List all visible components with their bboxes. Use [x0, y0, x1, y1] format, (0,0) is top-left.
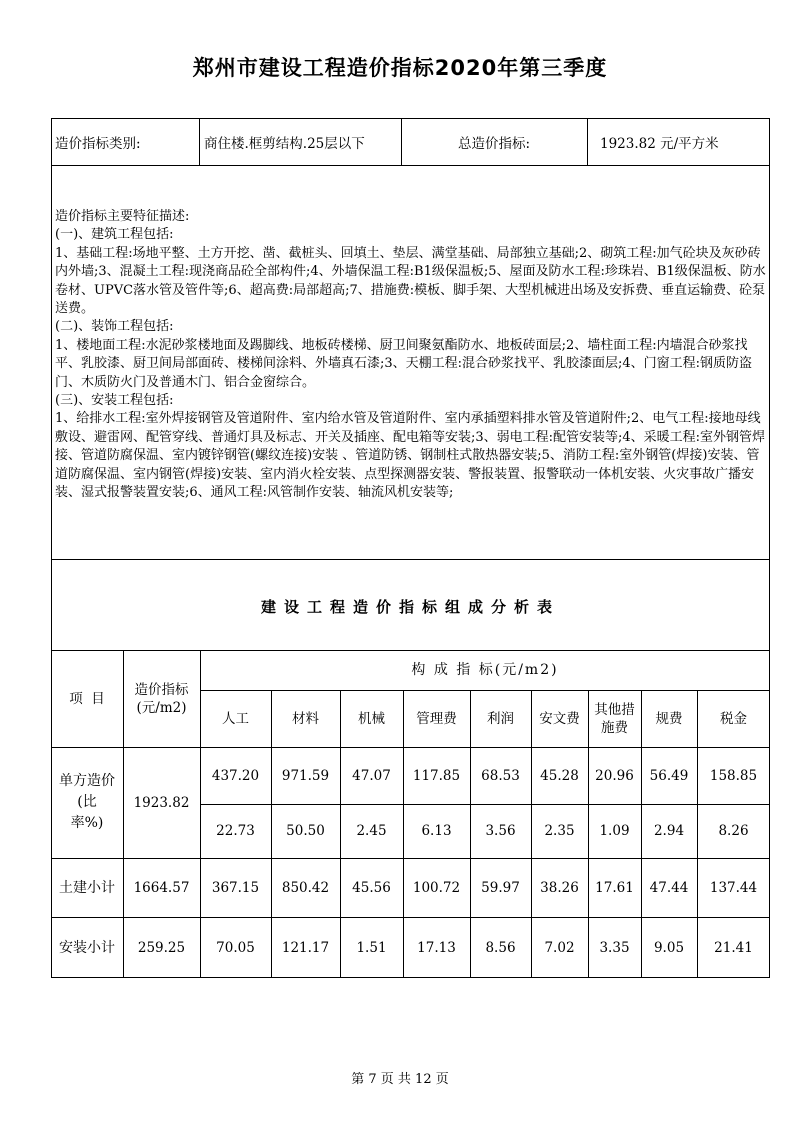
table-cell: 68.53	[481, 767, 520, 784]
table-cell: 7.02	[544, 939, 575, 956]
table-cell: 1.51	[356, 939, 387, 956]
col-header-profit: 利润	[487, 710, 514, 727]
table-cell: 59.97	[481, 879, 520, 896]
row-total-install-subtotal: 259.25	[137, 939, 186, 956]
row-label-unit-cost: 单方造价 (比 率%)	[59, 773, 115, 831]
table-cell: 9.05	[653, 939, 685, 956]
col-header-material: 材料	[292, 710, 319, 727]
category-value: 商住楼.框剪结构.25层以下	[204, 136, 365, 152]
col-header-labor: 人工	[222, 710, 249, 727]
table-cell: 56.49	[649, 767, 689, 784]
table-cell: 137.44	[709, 879, 758, 896]
col-header-other-measures: 其他措 施费	[594, 701, 635, 736]
row-label-install-subtotal: 安装小计	[59, 939, 115, 956]
col-index-header: 造价指标 (元/m2)	[134, 681, 189, 716]
table-cell: 158.85	[709, 767, 758, 784]
row-label-civil-subtotal: 土建小计	[59, 879, 115, 896]
table-cell: 3.56	[485, 823, 516, 839]
table-cell: 20.96	[595, 767, 634, 784]
table-cell: 45.28	[540, 767, 579, 784]
table-cell: 850.42	[281, 879, 330, 896]
section-title: 建设工程造价指标组成分析表	[260, 598, 560, 616]
col-header-tax: 税金	[720, 710, 747, 727]
table-cell: 2.45	[356, 823, 387, 839]
row-total-unit-cost: 1923.82	[133, 794, 190, 811]
table-cell: 121.17	[281, 939, 330, 956]
total-value: 1923.82 元/平方米	[600, 136, 719, 152]
table-cell: 367.15	[211, 879, 260, 896]
col-header-machinery: 机械	[358, 710, 385, 727]
table-cell: 437.20	[211, 767, 260, 784]
table-cell: 47.07	[352, 767, 391, 784]
table-cell: 17.61	[595, 879, 634, 896]
table-cell: 22.73	[216, 823, 255, 839]
table-cell: 2.35	[544, 823, 575, 839]
col-header-safety: 安文费	[539, 710, 580, 727]
table-cell: 47.44	[649, 879, 689, 896]
table-cell: 100.72	[412, 879, 461, 896]
col-header-management: 管理费	[416, 710, 457, 727]
table-cell: 8.56	[485, 939, 516, 956]
composition-header: 构 成 指 标(元/m2)	[411, 662, 559, 678]
category-label: 造价指标类别:	[55, 136, 141, 152]
page-number: 第 7 页 共 12 页	[351, 1072, 449, 1087]
page-title: 郑州市建设工程造价指标2020年第三季度	[192, 56, 608, 80]
table-cell: 70.05	[216, 939, 255, 956]
table-cell: 117.85	[412, 767, 461, 784]
table-cell: 21.41	[714, 939, 753, 956]
table-cell: 6.13	[421, 823, 452, 839]
feature-description: 造价指标主要特征描述: (一)、建筑工程包括: 1、基础工程:场地平整、土方开挖、凿、截桩头、回填土、垫层、满堂基础、局部独立基础;2、砌筑工程:加气砼块及灰砂砖内外墙;3、混凝土工程:现浇商品砼全部构件;4、外墙保温工程:B1级保温板;5、屋面及防水工程:珍珠岩、B1级保温板、防水卷材、UPVC落水管及管件等;6、超高费:局部超高;7、措施费:模板、脚手架、大型机械进出场及安拆费、垂直运输费、砼泵送费。 (二)、装饰工程包括: 1、楼地面工程:水泥砂浆楼地面及踢脚线、地板砖楼梯、厨卫间聚氨酯防水、地板砖面层;2、墙柱面工程:内墙混合砂浆找平、乳胶漆、厨卫间局部面砖、楼梯间涂料、外墙真石漆;3、天棚工程:混合砂浆找平、乳胶漆面层;4、门窗工程:钢质防盗门、木质防火门及普通木门、铝合金窗综合。 (三)、安装工程包括: 1、给排水工程:室外焊接钢管及管道附件、室内给水管及管道附件、室内承插塑料排水管及管道附件;2、电气工程:接地母线敷设、避雷网、配管穿线、普通灯具及标志、开关及插座、配电箱等安装;3、弱电工程:配管安装等;4、采暖工程:室外钢管焊接、管道防腐保温、室内镀锌钢管(螺纹连接)安装 、管道防锈、钢制柱式散热器安装;5、消防工程:室外钢管(焊接)安装、管道防腐保温、室内钢管(焊接)安装、室内消火栓安装、点型探测器安装、警报装置、报警联动一体机安装、火灾事故广播安装、湿式报警装置安装;6、通风工程:风管制作安装、轴流风机安装等;	[55, 209, 766, 501]
table-cell: 50.50	[286, 823, 325, 839]
col-header-fees: 规费	[655, 710, 683, 727]
total-label: 总造价指标:	[457, 136, 531, 152]
table-cell: 1.09	[599, 823, 630, 839]
table-cell: 17.13	[417, 939, 456, 956]
table-cell: 3.35	[599, 939, 630, 956]
row-total-civil-subtotal: 1664.57	[133, 879, 190, 896]
table-cell: 2.94	[653, 823, 685, 839]
table-cell: 8.26	[718, 823, 749, 839]
table-cell: 971.59	[281, 767, 330, 784]
col-item-header: 项 目	[69, 690, 105, 707]
table-cell: 45.56	[352, 879, 391, 896]
table-cell: 38.26	[540, 879, 579, 896]
